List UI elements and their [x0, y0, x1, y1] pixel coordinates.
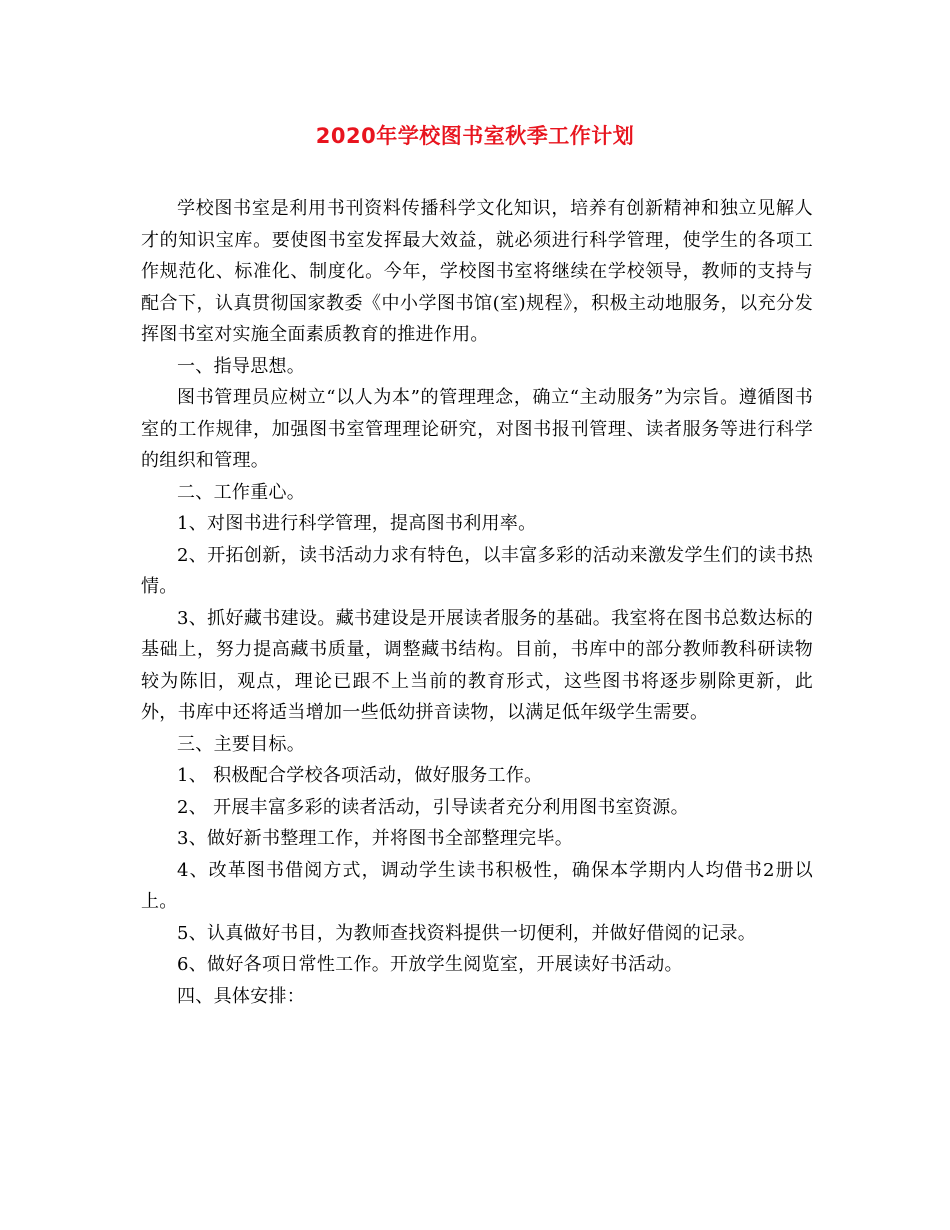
list-item-focus-3: 3、抓好藏书建设。藏书建设是开展读者服务的基础。我室将在图书总数达标的基础上，努力提高藏书质量，调整藏书结构。目前，书库中的部分教师教科研读物较为陈旧，观点，理论已跟不上当前的教育形式，这些图书将逐步剔除更新，此外，书库中还将适当增加一些低幼拼音读物，以满足低年级学生需要。 — [141, 607, 813, 723]
list-item-goal-2: 2、 开展丰富多彩的读者活动，引导读者充分利用图书室资源。 — [177, 796, 689, 818]
list-item-goal-3: 3、做好新书整理工作，并将图书全部整理完毕。 — [177, 828, 574, 849]
heading-guiding-ideology: 一、指导思想。 — [177, 355, 306, 377]
list-item-focus-1: 1、对图书进行科学管理，提高图书利用率。 — [177, 513, 537, 534]
heading-work-focus: 二、工作重心。 — [177, 481, 306, 503]
document-title: 2020年学校图书室秋季工作计划 — [315, 124, 635, 148]
list-item-goal-5: 5、认真做好书目，为教师查找资料提供一切便利，并做好借阅的记录。 — [177, 922, 757, 944]
heading-main-goals: 三、主要目标。 — [177, 733, 306, 755]
list-item-goal-6: 6、做好各项日常性工作。开放学生阅览室，开展读好书活动。 — [177, 954, 683, 975]
paragraph-guiding-ideology: 图书管理员应树立“以人为本”的管理理念，确立“主动服务”为宗旨。遵循图书室的工作规律，加强图书室管理理论研究，对图书报刊管理、读者服务等进行科学的组织和管理。 — [141, 387, 813, 471]
list-item-goal-4: 4、改革图书借阅方式，调动学生读书积极性，确保本学期内人均借书2册以上。 — [141, 859, 813, 912]
list-item-focus-2: 2、开拓创新，读书活动力求有特色，以丰富多彩的活动来激发学生们的读书热情。 — [141, 544, 813, 597]
paragraph-intro: 学校图书室是利用书刊资料传播科学文化知识，培养有创新精神和独立见解人才的知识宝库。要使图书室发挥最大效益，就必须进行科学管理，使学生的各项工作规范化、标准化、制度化。今年，学校图书室将继续在学校领导，教师的支持与配合下，认真贯彻国家教委《中小学图书馆(室)规程》，积极主动地服务，以充分发挥图书室对实施全面素质教育的推进作用。 — [141, 198, 813, 345]
document-body — [141, 193, 813, 1012]
heading-specific-arrangements: 四、具体安排： — [177, 985, 306, 1007]
list-item-goal-1: 1、 积极配合学校各项活动，做好服务工作。 — [177, 765, 543, 786]
